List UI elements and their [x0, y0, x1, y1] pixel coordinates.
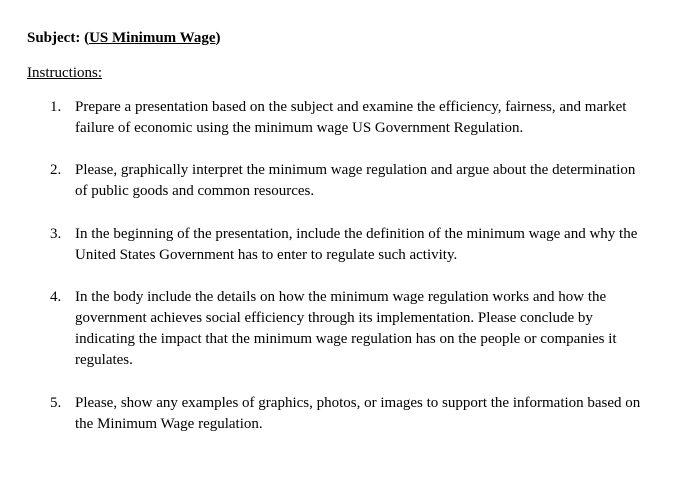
list-item-number: 3. — [50, 226, 62, 242]
list-item-text: Prepare a presentation based on the subject and examine the efficiency, fairness, and market failure of economic using the minimum wage US Government Regulation. — [75, 99, 627, 136]
subject-close-paren: ) — [215, 30, 221, 46]
subject-label: Subject: — [27, 30, 85, 46]
subject-line — [27, 29, 220, 47]
list-item-number: 5. — [50, 395, 62, 411]
instructions-heading: Instructions: — [27, 65, 102, 81]
list-item-text: Please, show any examples of graphics, photos, or images to support the information based on the Minimum Wage regulation. — [75, 395, 641, 432]
subject-open-paren: ( — [84, 30, 90, 46]
list-item-text: Please, graphically interpret the minimum wage regulation and argue about the determination of public goods and common resources. — [75, 162, 636, 199]
list-item-number: 4. — [50, 289, 62, 305]
list-item-text: In the beginning of the presentation, include the definition of the minimum wage and why the United States Government has to enter to regulate such activity. — [75, 226, 638, 263]
list-item-text: In the body include the details on how the minimum wage regulation works and how the government achieves social efficiency through its implementation. Please conclude by indicating the impact that the minimum wage regulation has on the people or companies it regulates. — [75, 289, 617, 368]
subject-value: US Minimum Wage — [89, 30, 216, 46]
list-item-number: 1. — [50, 99, 62, 115]
list-item-number: 2. — [50, 162, 62, 178]
